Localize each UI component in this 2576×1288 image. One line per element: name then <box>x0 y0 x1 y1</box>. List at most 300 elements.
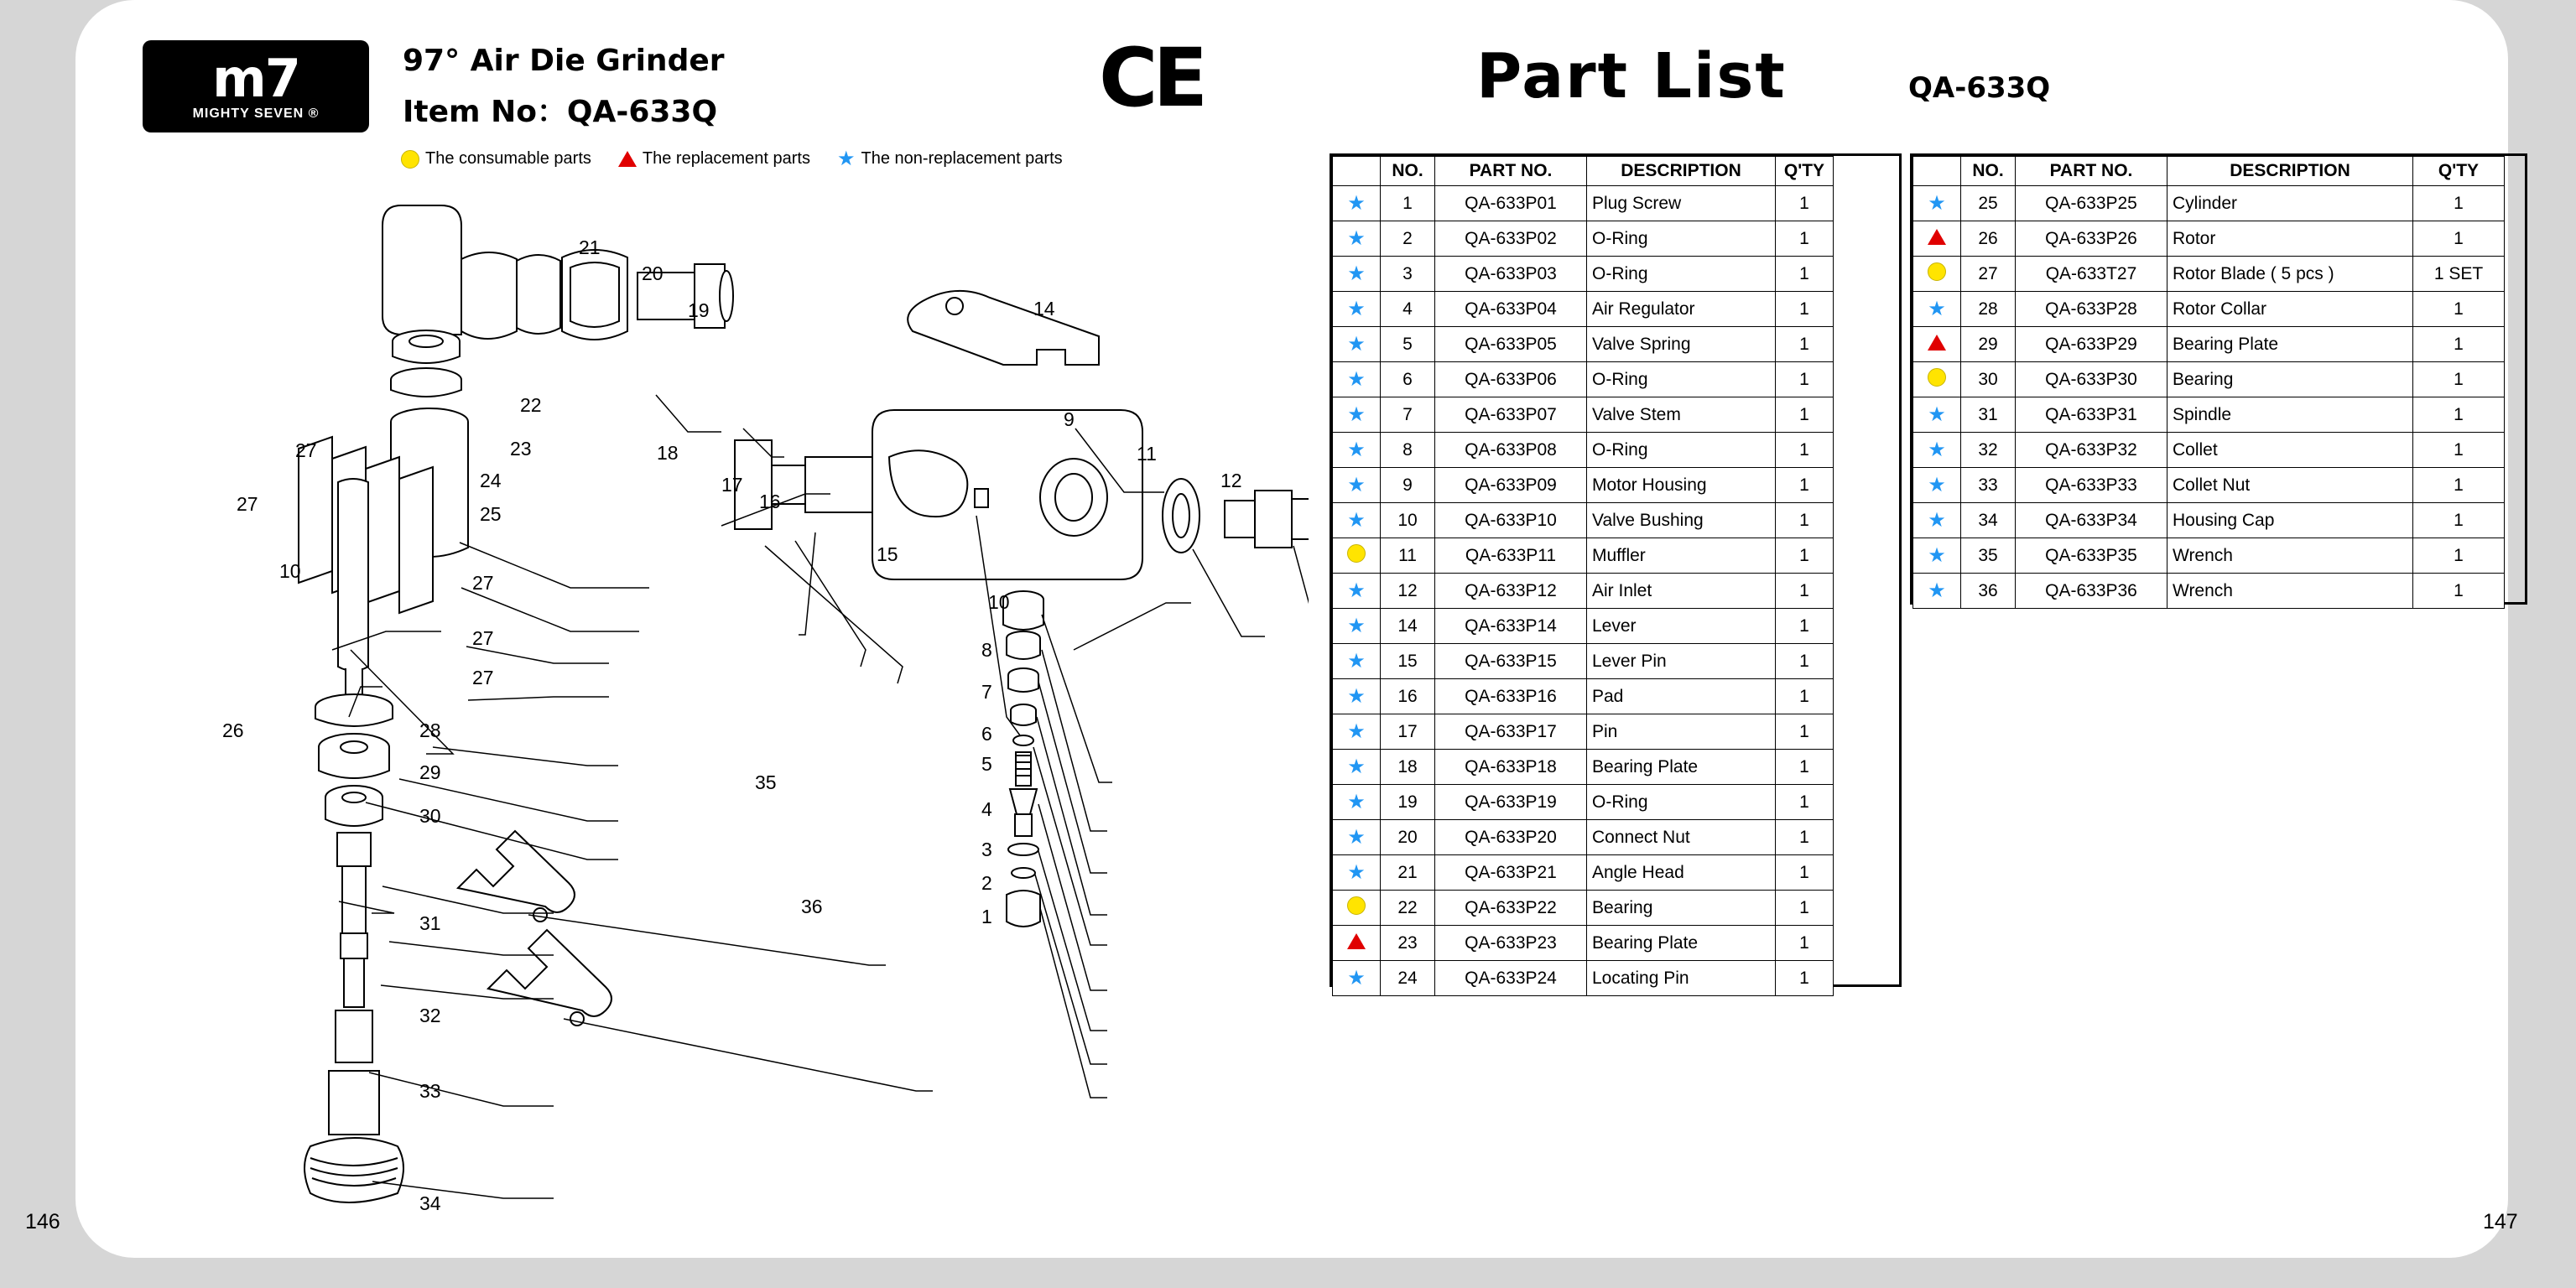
callout-number: 4 <box>981 798 992 820</box>
blue-star-icon: ★ <box>1347 262 1366 285</box>
row-qty: 1 <box>2413 468 2505 503</box>
row-no: 34 <box>1961 503 2016 538</box>
callout-number: 24 <box>480 470 502 491</box>
row-no: 19 <box>1381 785 1435 820</box>
table-row <box>1913 433 2505 468</box>
callout-number: 32 <box>419 1005 441 1026</box>
row-qty: 1 <box>1776 292 1834 327</box>
row-symbol <box>1333 257 1381 292</box>
row-part-no: QA-633P12 <box>1435 574 1587 609</box>
row-no: 20 <box>1381 820 1435 855</box>
col-no: NO. <box>1381 157 1435 186</box>
row-qty: 1 <box>1776 644 1834 679</box>
row-symbol <box>1333 292 1381 327</box>
blue-star-icon: ★ <box>1347 791 1366 813</box>
blue-star-icon: ★ <box>1347 333 1366 356</box>
red-triangle-icon <box>1928 335 1946 351</box>
legend <box>401 149 1081 169</box>
row-description: O-Ring <box>1587 221 1776 257</box>
row-part-no: QA-633P01 <box>1435 186 1587 221</box>
row-no: 11 <box>1381 538 1435 574</box>
callout-number: 27 <box>237 493 258 515</box>
row-qty: 1 <box>2413 538 2505 574</box>
row-description: Bearing Plate <box>1587 750 1776 785</box>
table-row <box>1333 961 1834 996</box>
row-symbol <box>1333 433 1381 468</box>
legend-label-non-replacement: The non-replacement parts <box>861 149 1063 168</box>
table-row <box>1913 503 2505 538</box>
row-symbol <box>1913 257 1961 292</box>
callout-number: 10 <box>279 560 301 582</box>
row-part-no: QA-633P24 <box>1435 961 1587 996</box>
row-description: Connect Nut <box>1587 820 1776 855</box>
table-row <box>1913 186 2505 221</box>
row-part-no: QA-633P15 <box>1435 644 1587 679</box>
row-qty: 1 <box>2413 221 2505 257</box>
row-symbol <box>1333 820 1381 855</box>
row-part-no: QA-633P05 <box>1435 327 1587 362</box>
row-qty: 1 <box>2413 433 2505 468</box>
row-part-no: QA-633P18 <box>1435 750 1587 785</box>
row-qty: 1 <box>2413 362 2505 397</box>
row-qty: 1 SET <box>2413 257 2505 292</box>
callout-number: 21 <box>579 236 601 258</box>
row-no: 35 <box>1961 538 2016 574</box>
row-part-no: QA-633P25 <box>2016 186 2167 221</box>
callout-number: 19 <box>688 299 710 321</box>
col-part-no: PART NO. <box>2016 157 2167 186</box>
col-symbol <box>1333 157 1381 186</box>
row-part-no: QA-633P19 <box>1435 785 1587 820</box>
red-triangle-icon <box>1928 229 1946 245</box>
row-symbol <box>1333 538 1381 574</box>
row-no: 36 <box>1961 574 2016 609</box>
blue-star-icon: ★ <box>1347 756 1366 778</box>
table-row <box>1913 327 2505 362</box>
row-part-no: QA-633P16 <box>1435 679 1587 714</box>
row-symbol <box>1913 292 1961 327</box>
row-description: Bearing Plate <box>2167 327 2413 362</box>
row-symbol <box>1333 397 1381 433</box>
row-qty: 1 <box>1776 397 1834 433</box>
callout-number: 34 <box>419 1192 441 1214</box>
row-symbol <box>1333 926 1381 961</box>
row-description: Plug Screw <box>1587 186 1776 221</box>
callout-number: 8 <box>981 639 992 661</box>
row-description: Rotor Blade ( 5 pcs ) <box>2167 257 2413 292</box>
row-part-no: QA-633P09 <box>1435 468 1587 503</box>
row-part-no: QA-633P21 <box>1435 855 1587 891</box>
callout-number: 30 <box>419 805 441 827</box>
callout-number: 7 <box>981 681 992 703</box>
callout-number: 31 <box>419 912 441 934</box>
row-part-no: QA-633P31 <box>2016 397 2167 433</box>
row-symbol <box>1333 891 1381 926</box>
callout-number: 2 <box>981 872 992 894</box>
table-row <box>1913 292 2505 327</box>
row-description: Collet Nut <box>2167 468 2413 503</box>
row-symbol <box>1333 785 1381 820</box>
table-row <box>1333 292 1834 327</box>
table-row <box>1913 362 2505 397</box>
row-qty: 1 <box>1776 961 1834 996</box>
row-description: O-Ring <box>1587 362 1776 397</box>
callout-number: 27 <box>472 627 494 649</box>
row-no: 12 <box>1381 574 1435 609</box>
row-part-no: QA-633P10 <box>1435 503 1587 538</box>
row-no: 31 <box>1961 397 2016 433</box>
row-no: 23 <box>1381 926 1435 961</box>
row-symbol <box>1913 362 1961 397</box>
col-symbol <box>1913 157 1961 186</box>
row-part-no: QA-633P35 <box>2016 538 2167 574</box>
row-symbol <box>1333 574 1381 609</box>
row-part-no: QA-633P11 <box>1435 538 1587 574</box>
row-part-no: QA-633P32 <box>2016 433 2167 468</box>
table-row <box>1333 714 1834 750</box>
row-description: Lever Pin <box>1587 644 1776 679</box>
row-no: 26 <box>1961 221 2016 257</box>
row-part-no: QA-633P07 <box>1435 397 1587 433</box>
row-description: Wrench <box>2167 574 2413 609</box>
table-row <box>1913 574 2505 609</box>
legend-item-consumable <box>401 149 591 169</box>
blue-star-icon: ★ <box>1928 439 1946 461</box>
row-symbol <box>1333 855 1381 891</box>
row-symbol <box>1333 679 1381 714</box>
row-symbol <box>1913 433 1961 468</box>
table-row <box>1333 926 1834 961</box>
table-row <box>1333 679 1834 714</box>
callout-number: 10 <box>988 591 1010 613</box>
part-list-title: Part List <box>1476 40 1787 112</box>
row-no: 27 <box>1961 257 2016 292</box>
row-symbol <box>1333 644 1381 679</box>
callout-number: 11 <box>1137 443 1157 465</box>
row-description: Cylinder <box>2167 186 2413 221</box>
table-row <box>1333 891 1834 926</box>
row-description: Lever <box>1587 609 1776 644</box>
callout-number: 12 <box>1220 470 1242 491</box>
logo-mark-text: m7 <box>212 48 299 109</box>
table-row <box>1913 257 2505 292</box>
row-description: Collet <box>2167 433 2413 468</box>
row-no: 25 <box>1961 186 2016 221</box>
row-no: 16 <box>1381 679 1435 714</box>
callout-number: 22 <box>520 394 542 416</box>
callout-number: 16 <box>759 491 781 512</box>
row-part-no: QA-633P03 <box>1435 257 1587 292</box>
legend-item-replacement <box>618 149 810 169</box>
callout-number: 27 <box>295 439 317 461</box>
brand-logo <box>143 40 369 132</box>
blue-star-icon: ★ <box>1347 720 1366 743</box>
row-no: 22 <box>1381 891 1435 926</box>
row-no: 10 <box>1381 503 1435 538</box>
row-no: 32 <box>1961 433 2016 468</box>
table-row <box>1913 397 2505 433</box>
blue-star-icon: ★ <box>1347 967 1366 989</box>
row-no: 15 <box>1381 644 1435 679</box>
row-symbol <box>1333 961 1381 996</box>
row-no: 2 <box>1381 221 1435 257</box>
table-row <box>1333 820 1834 855</box>
table-row <box>1333 855 1834 891</box>
col-qty: Q'TY <box>2413 157 2505 186</box>
row-part-no: QA-633P04 <box>1435 292 1587 327</box>
row-part-no: QA-633T27 <box>2016 257 2167 292</box>
row-qty: 1 <box>2413 574 2505 609</box>
row-qty: 1 <box>1776 433 1834 468</box>
callout-number: 23 <box>510 438 532 460</box>
row-description: Locating Pin <box>1587 961 1776 996</box>
blue-star-icon: ★ <box>1347 615 1366 637</box>
callout-number: 28 <box>419 719 441 741</box>
row-part-no: QA-633P36 <box>2016 574 2167 609</box>
row-no: 24 <box>1381 961 1435 996</box>
callout-number: 29 <box>419 761 441 783</box>
blue-star-icon: ★ <box>1347 509 1366 532</box>
row-symbol <box>1333 750 1381 785</box>
part-list-model: QA-633Q <box>1908 71 2051 105</box>
row-part-no: QA-633P26 <box>2016 221 2167 257</box>
row-qty: 1 <box>2413 397 2505 433</box>
row-no: 7 <box>1381 397 1435 433</box>
table-row <box>1333 397 1834 433</box>
blue-star-icon: ★ <box>1928 192 1946 215</box>
row-qty: 1 <box>1776 574 1834 609</box>
callout-number: 3 <box>981 839 992 860</box>
row-no: 21 <box>1381 855 1435 891</box>
blue-star-icon: ★ <box>1347 685 1366 708</box>
row-description: Air Regulator <box>1587 292 1776 327</box>
page-number-right: 147 <box>2483 1210 2518 1233</box>
row-description: Air Inlet <box>1587 574 1776 609</box>
blue-star-icon: ★ <box>1928 544 1946 567</box>
table-row <box>1333 785 1834 820</box>
part-table-left <box>1332 156 1834 996</box>
callout-number: 27 <box>472 667 494 688</box>
table-row <box>1333 257 1834 292</box>
callout-number: 27 <box>472 572 494 594</box>
row-qty: 1 <box>1776 503 1834 538</box>
blue-star-icon: ★ <box>1347 298 1366 320</box>
row-no: 4 <box>1381 292 1435 327</box>
callout-number: 6 <box>981 723 992 745</box>
row-qty: 1 <box>1776 926 1834 961</box>
callout-number: 25 <box>480 503 502 525</box>
table-row <box>1333 503 1834 538</box>
row-part-no: QA-633P34 <box>2016 503 2167 538</box>
row-no: 29 <box>1961 327 2016 362</box>
row-no: 30 <box>1961 362 2016 397</box>
row-description: Rotor <box>2167 221 2413 257</box>
row-symbol <box>1913 327 1961 362</box>
blue-star-icon: ★ <box>1347 650 1366 673</box>
callout-number: 9 <box>1064 408 1075 430</box>
page-number-left: 146 <box>25 1210 60 1233</box>
row-part-no: QA-633P08 <box>1435 433 1587 468</box>
row-description: Valve Bushing <box>1587 503 1776 538</box>
yellow-circle-icon <box>1347 896 1366 915</box>
row-part-no: QA-633P28 <box>2016 292 2167 327</box>
col-description: DESCRIPTION <box>2167 157 2413 186</box>
row-qty: 1 <box>1776 257 1834 292</box>
row-description: Bearing <box>1587 891 1776 926</box>
table-header-row <box>1913 157 2505 186</box>
callout-number: 26 <box>222 719 244 741</box>
row-description: Angle Head <box>1587 855 1776 891</box>
row-symbol <box>1913 503 1961 538</box>
row-qty: 1 <box>1776 468 1834 503</box>
blue-star-icon: ★ <box>1928 509 1946 532</box>
row-symbol <box>1333 609 1381 644</box>
yellow-circle-icon <box>1928 262 1946 281</box>
table-row <box>1333 433 1834 468</box>
blue-star-icon: ★ <box>1347 192 1366 215</box>
row-no: 14 <box>1381 609 1435 644</box>
row-no: 28 <box>1961 292 2016 327</box>
table-row <box>1913 538 2505 574</box>
row-no: 1 <box>1381 186 1435 221</box>
row-symbol <box>1333 714 1381 750</box>
row-qty: 1 <box>1776 186 1834 221</box>
row-symbol <box>1333 362 1381 397</box>
row-description: Pad <box>1587 679 1776 714</box>
row-symbol <box>1333 503 1381 538</box>
row-qty: 1 <box>2413 292 2505 327</box>
row-description: Muffler <box>1587 538 1776 574</box>
callout-number: 1 <box>981 906 992 927</box>
callout-number: 14 <box>1033 298 1055 319</box>
row-qty: 1 <box>2413 503 2505 538</box>
legend-item-non-replacement <box>837 149 1063 169</box>
exploded-parts-diagram <box>134 180 1309 1220</box>
legend-label-replacement: The replacement parts <box>642 149 810 168</box>
row-description: Motor Housing <box>1587 468 1776 503</box>
row-part-no: QA-633P14 <box>1435 609 1587 644</box>
col-no: NO. <box>1961 157 2016 186</box>
row-description: O-Ring <box>1587 785 1776 820</box>
yellow-circle-icon <box>401 150 419 169</box>
table-row <box>1333 221 1834 257</box>
row-qty: 1 <box>1776 538 1834 574</box>
callout-number: 17 <box>721 474 743 496</box>
row-qty: 1 <box>1776 679 1834 714</box>
table-row <box>1333 644 1834 679</box>
blue-star-icon: ★ <box>1347 368 1366 391</box>
table-row <box>1333 186 1834 221</box>
row-qty: 1 <box>1776 820 1834 855</box>
row-qty: 1 <box>1776 750 1834 785</box>
blue-star-icon: ★ <box>1347 579 1366 602</box>
ce-mark-icon: CE <box>1099 31 1204 125</box>
row-part-no: QA-633P33 <box>2016 468 2167 503</box>
table-row <box>1333 468 1834 503</box>
row-description: Bearing <box>2167 362 2413 397</box>
table-row <box>1333 362 1834 397</box>
row-description: Valve Spring <box>1587 327 1776 362</box>
blue-star-icon: ★ <box>1928 474 1946 496</box>
blue-star-icon: ★ <box>1928 579 1946 602</box>
row-description: O-Ring <box>1587 257 1776 292</box>
row-symbol <box>1333 468 1381 503</box>
table-row <box>1333 609 1834 644</box>
row-no: 33 <box>1961 468 2016 503</box>
part-table-right <box>1912 156 2505 609</box>
col-description: DESCRIPTION <box>1587 157 1776 186</box>
diagram-svg <box>134 180 1309 1220</box>
row-no: 18 <box>1381 750 1435 785</box>
row-no: 9 <box>1381 468 1435 503</box>
blue-star-icon: ★ <box>1347 861 1366 884</box>
row-qty: 1 <box>1776 327 1834 362</box>
blue-star-icon: ★ <box>837 147 856 170</box>
row-description: Rotor Collar <box>2167 292 2413 327</box>
row-symbol <box>1913 574 1961 609</box>
row-qty: 1 <box>1776 891 1834 926</box>
legend-label-consumable: The consumable parts <box>425 149 591 168</box>
row-description: O-Ring <box>1587 433 1776 468</box>
row-symbol <box>1333 327 1381 362</box>
table-header-row <box>1333 157 1834 186</box>
logo-sub-text: MIGHTY SEVEN ® <box>192 106 320 121</box>
callout-number: 33 <box>419 1080 441 1102</box>
row-no: 5 <box>1381 327 1435 362</box>
row-symbol <box>1913 186 1961 221</box>
row-qty: 1 <box>1776 855 1834 891</box>
row-qty: 1 <box>1776 609 1834 644</box>
row-description: Pin <box>1587 714 1776 750</box>
row-part-no: QA-633P30 <box>2016 362 2167 397</box>
row-qty: 1 <box>1776 362 1834 397</box>
row-part-no: QA-633P29 <box>2016 327 2167 362</box>
row-symbol <box>1913 397 1961 433</box>
row-part-no: QA-633P17 <box>1435 714 1587 750</box>
callout-number: 20 <box>642 262 664 284</box>
col-part-no: PART NO. <box>1435 157 1587 186</box>
blue-star-icon: ★ <box>1347 826 1366 849</box>
blue-star-icon: ★ <box>1928 298 1946 320</box>
table-row <box>1333 750 1834 785</box>
blue-star-icon: ★ <box>1347 474 1366 496</box>
row-no: 6 <box>1381 362 1435 397</box>
row-description: Wrench <box>2167 538 2413 574</box>
table-row <box>1333 538 1834 574</box>
table-row <box>1913 221 2505 257</box>
row-symbol <box>1913 468 1961 503</box>
row-part-no: QA-633P23 <box>1435 926 1587 961</box>
yellow-circle-icon <box>1928 368 1946 387</box>
red-triangle-icon <box>618 151 637 167</box>
row-symbol <box>1333 186 1381 221</box>
blue-star-icon: ★ <box>1347 227 1366 250</box>
row-symbol <box>1913 221 1961 257</box>
blue-star-icon: ★ <box>1347 439 1366 461</box>
row-part-no: QA-633P06 <box>1435 362 1587 397</box>
row-description: Valve Stem <box>1587 397 1776 433</box>
row-qty: 1 <box>1776 221 1834 257</box>
row-qty: 1 <box>2413 186 2505 221</box>
row-description: Bearing Plate <box>1587 926 1776 961</box>
callout-number: 15 <box>877 543 898 565</box>
red-triangle-icon <box>1347 933 1366 949</box>
product-title: 97° Air Die Grinder <box>403 44 725 78</box>
yellow-circle-icon <box>1347 544 1366 563</box>
item-number: Item No：QA-633Q <box>403 95 718 129</box>
table-row <box>1333 574 1834 609</box>
blue-star-icon: ★ <box>1928 403 1946 426</box>
